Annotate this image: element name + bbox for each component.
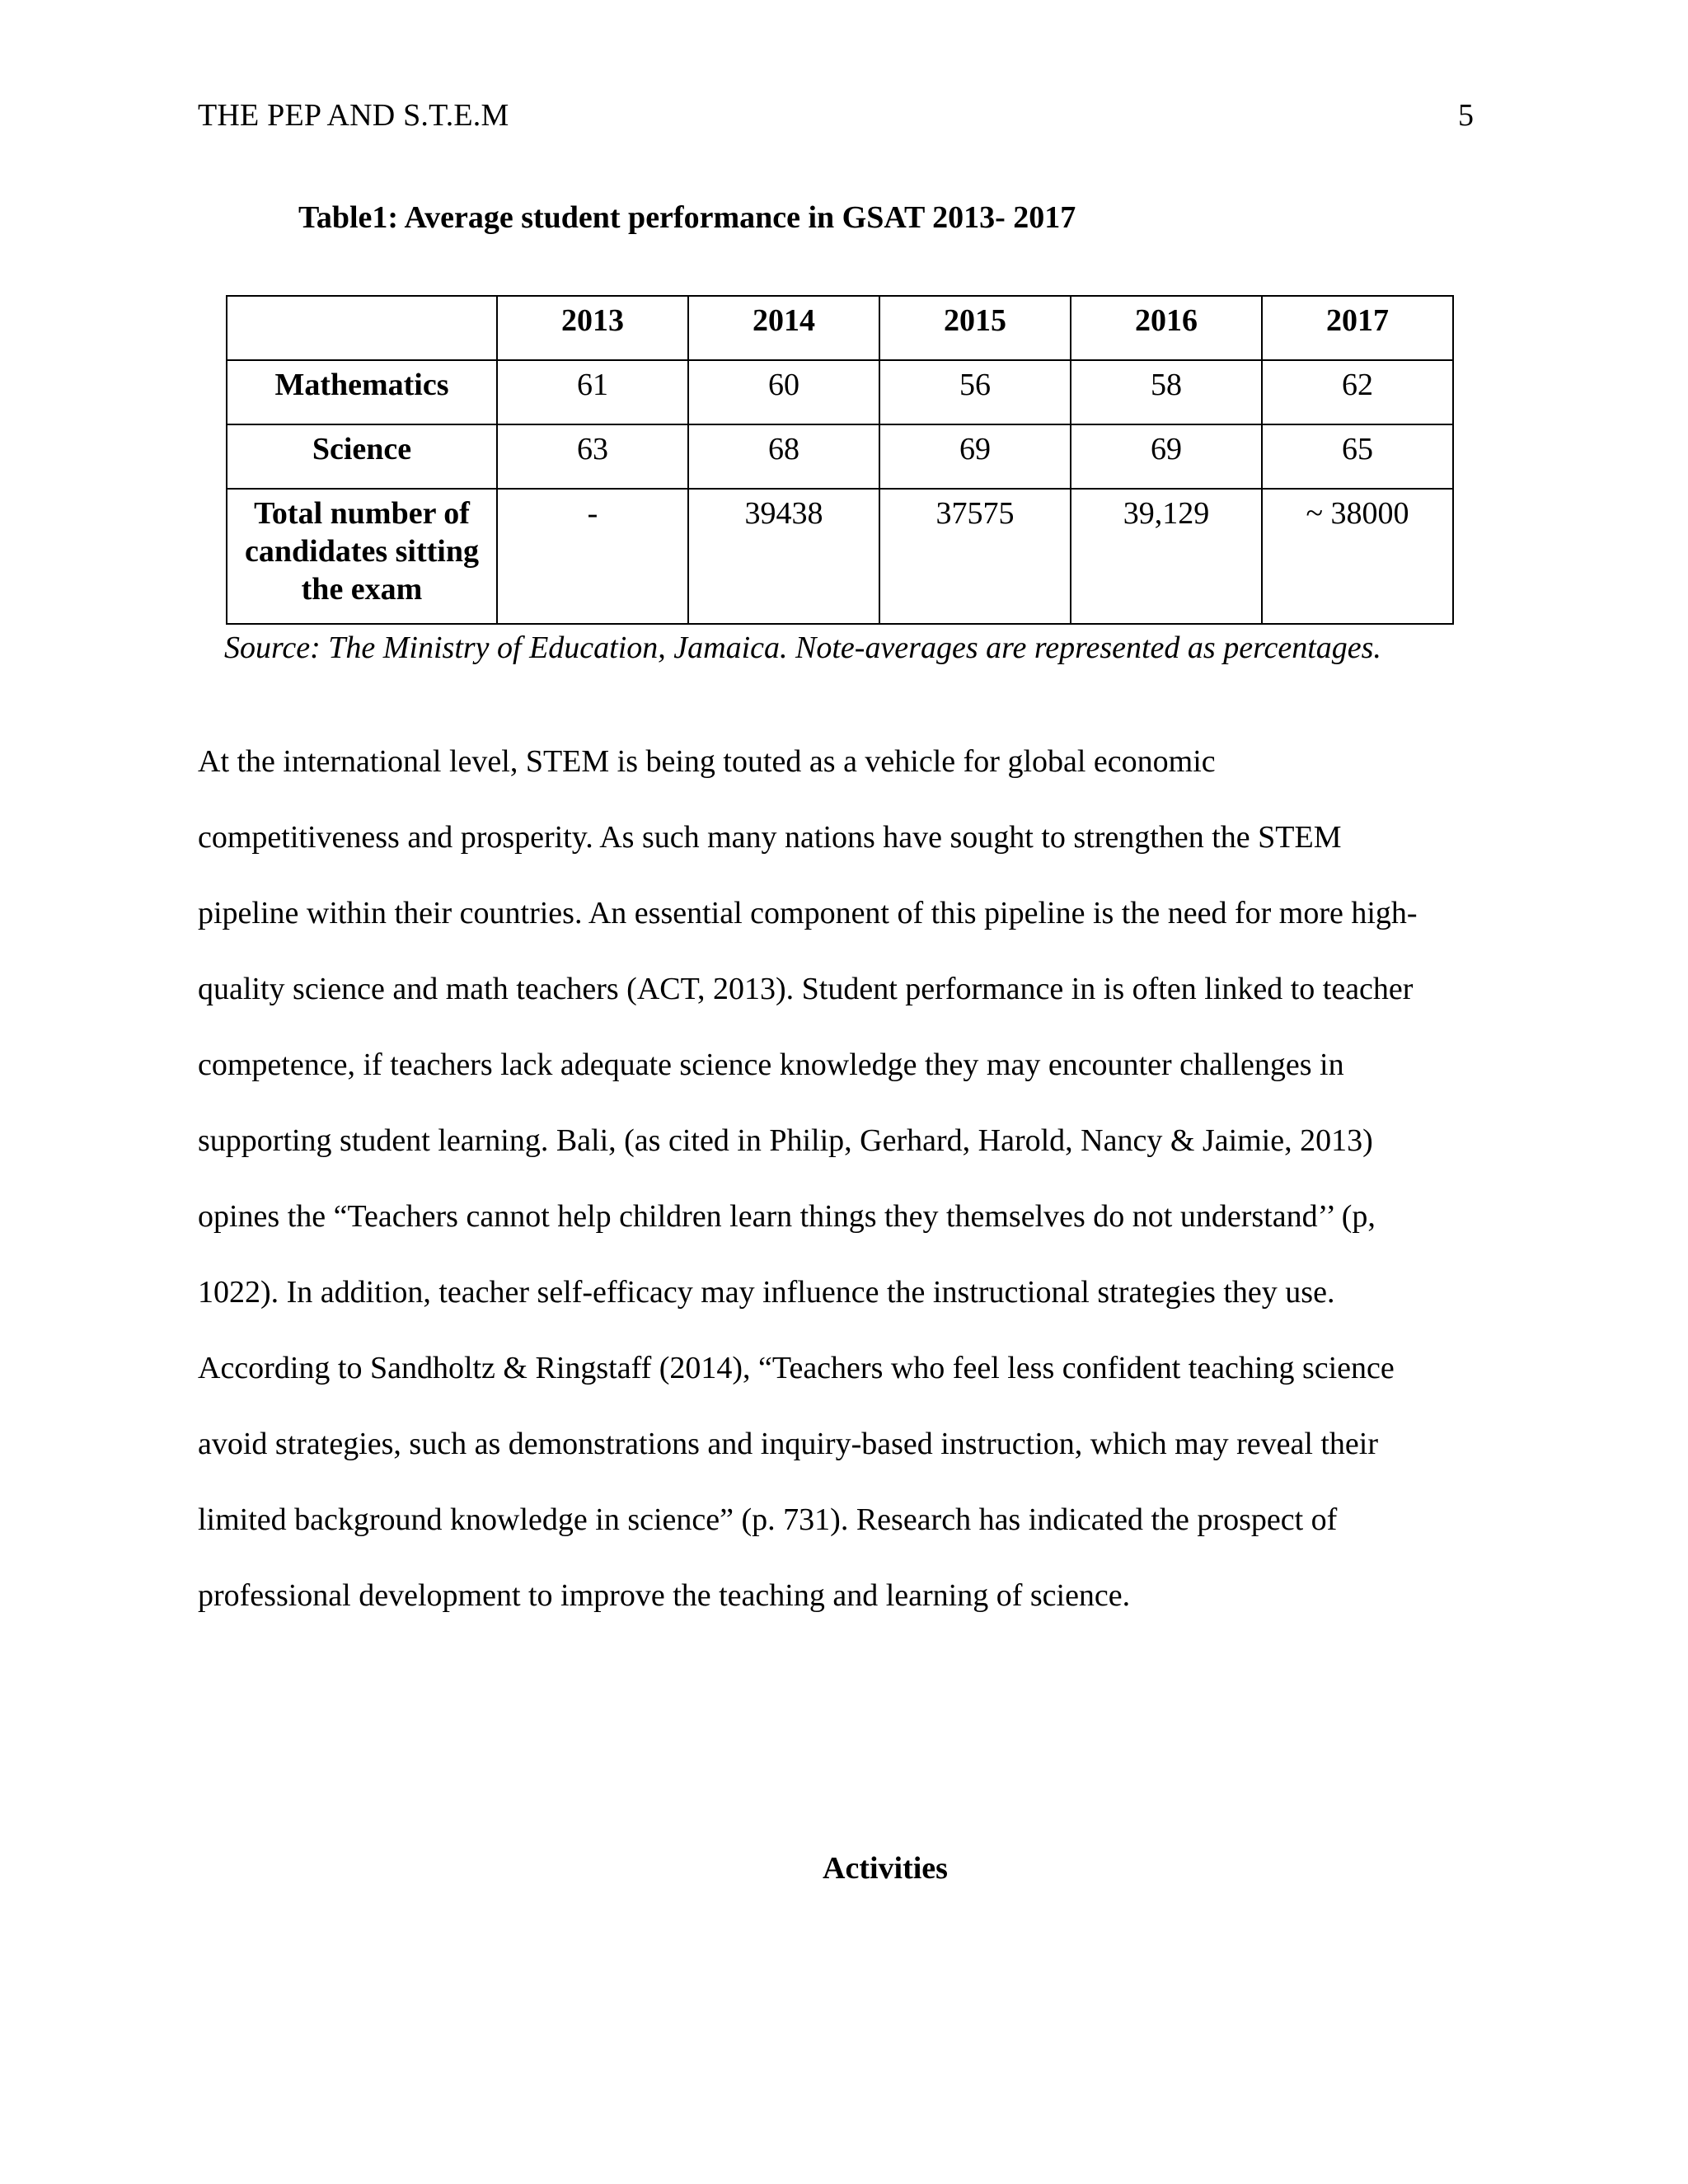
running-head: THE PEP AND S.T.E.M (198, 98, 509, 133)
performance-table (226, 295, 1454, 625)
body-paragraph (198, 724, 1500, 1633)
table-cell: 37575 (879, 489, 1071, 624)
table-cell: 56 (879, 360, 1071, 424)
paragraph-line: According to Sandholtz & Ringstaff (2014), “Teachers who feel less confident teaching science (198, 1351, 1395, 1385)
paragraph-line: competitiveness and prosperity. As such many nations have sought to strengthen the STEM (198, 820, 1342, 855)
paragraph-line: avoid strategies, such as demonstrations and inquiry-based instruction, which may reveal their (198, 1427, 1379, 1461)
table-corner-cell (227, 296, 497, 360)
table-cell: 39438 (688, 489, 879, 624)
paragraph-line: limited background knowledge in science” (p. 731). Research has indicated the prospect of (198, 1502, 1338, 1537)
column-header-2014: 2014 (688, 296, 879, 360)
table-cell: 65 (1262, 424, 1453, 489)
section-heading-activities: Activities (823, 1851, 948, 1886)
table-cell: 61 (497, 360, 688, 424)
page-number: 5 (1458, 98, 1474, 133)
column-header-2016: 2016 (1071, 296, 1262, 360)
row-label-science: Science (227, 424, 497, 489)
row-label-total-candidates: Total number of candidates sitting the exam (227, 489, 497, 624)
row-label-mathematics: Mathematics (227, 360, 497, 424)
table-cell: ~ 38000 (1262, 489, 1453, 624)
table-source-note: Source: The Ministry of Education, Jamaica. Note-averages are represented as percentages. (224, 630, 1381, 665)
table-cell: 39,129 (1071, 489, 1262, 624)
column-header-2017: 2017 (1262, 296, 1453, 360)
paragraph-line: competence, if teachers lack adequate science knowledge they may encounter challenges in (198, 1047, 1344, 1082)
table-cell: 69 (1071, 424, 1262, 489)
table-header-row (227, 296, 1453, 360)
table-row-total-candidates (227, 489, 1453, 624)
column-header-2013: 2013 (497, 296, 688, 360)
table-cell: 63 (497, 424, 688, 489)
paragraph-line: At the international level, STEM is being touted as a vehicle for global economic (198, 744, 1216, 779)
table-cell: 68 (688, 424, 879, 489)
paragraph-line: pipeline within their countries. An essential component of this pipeline is the need for more high- (198, 896, 1418, 930)
table-caption: Table1: Average student performance in GSAT 2013- 2017 (298, 200, 1076, 235)
table-cell: - (497, 489, 688, 624)
table-row-mathematics (227, 360, 1453, 424)
paragraph-line: quality science and math teachers (ACT, 2013). Student performance in is often linked to teacher (198, 972, 1414, 1006)
column-header-2015: 2015 (879, 296, 1071, 360)
table-cell: 62 (1262, 360, 1453, 424)
paragraph-line: professional development to improve the teaching and learning of science. (198, 1578, 1131, 1613)
table-cell: 69 (879, 424, 1071, 489)
table-row-science (227, 424, 1453, 489)
table-cell: 58 (1071, 360, 1262, 424)
paragraph-line: 1022). In addition, teacher self-efficacy may influence the instructional strategies they use. (198, 1275, 1335, 1310)
table-cell: 60 (688, 360, 879, 424)
paragraph-line: opines the “Teachers cannot help children learn things they themselves do not understand’’ (p, (198, 1199, 1376, 1234)
paragraph-line: supporting student learning. Bali, (as cited in Philip, Gerhard, Harold, Nancy & Jaimie, 2013) (198, 1123, 1373, 1158)
